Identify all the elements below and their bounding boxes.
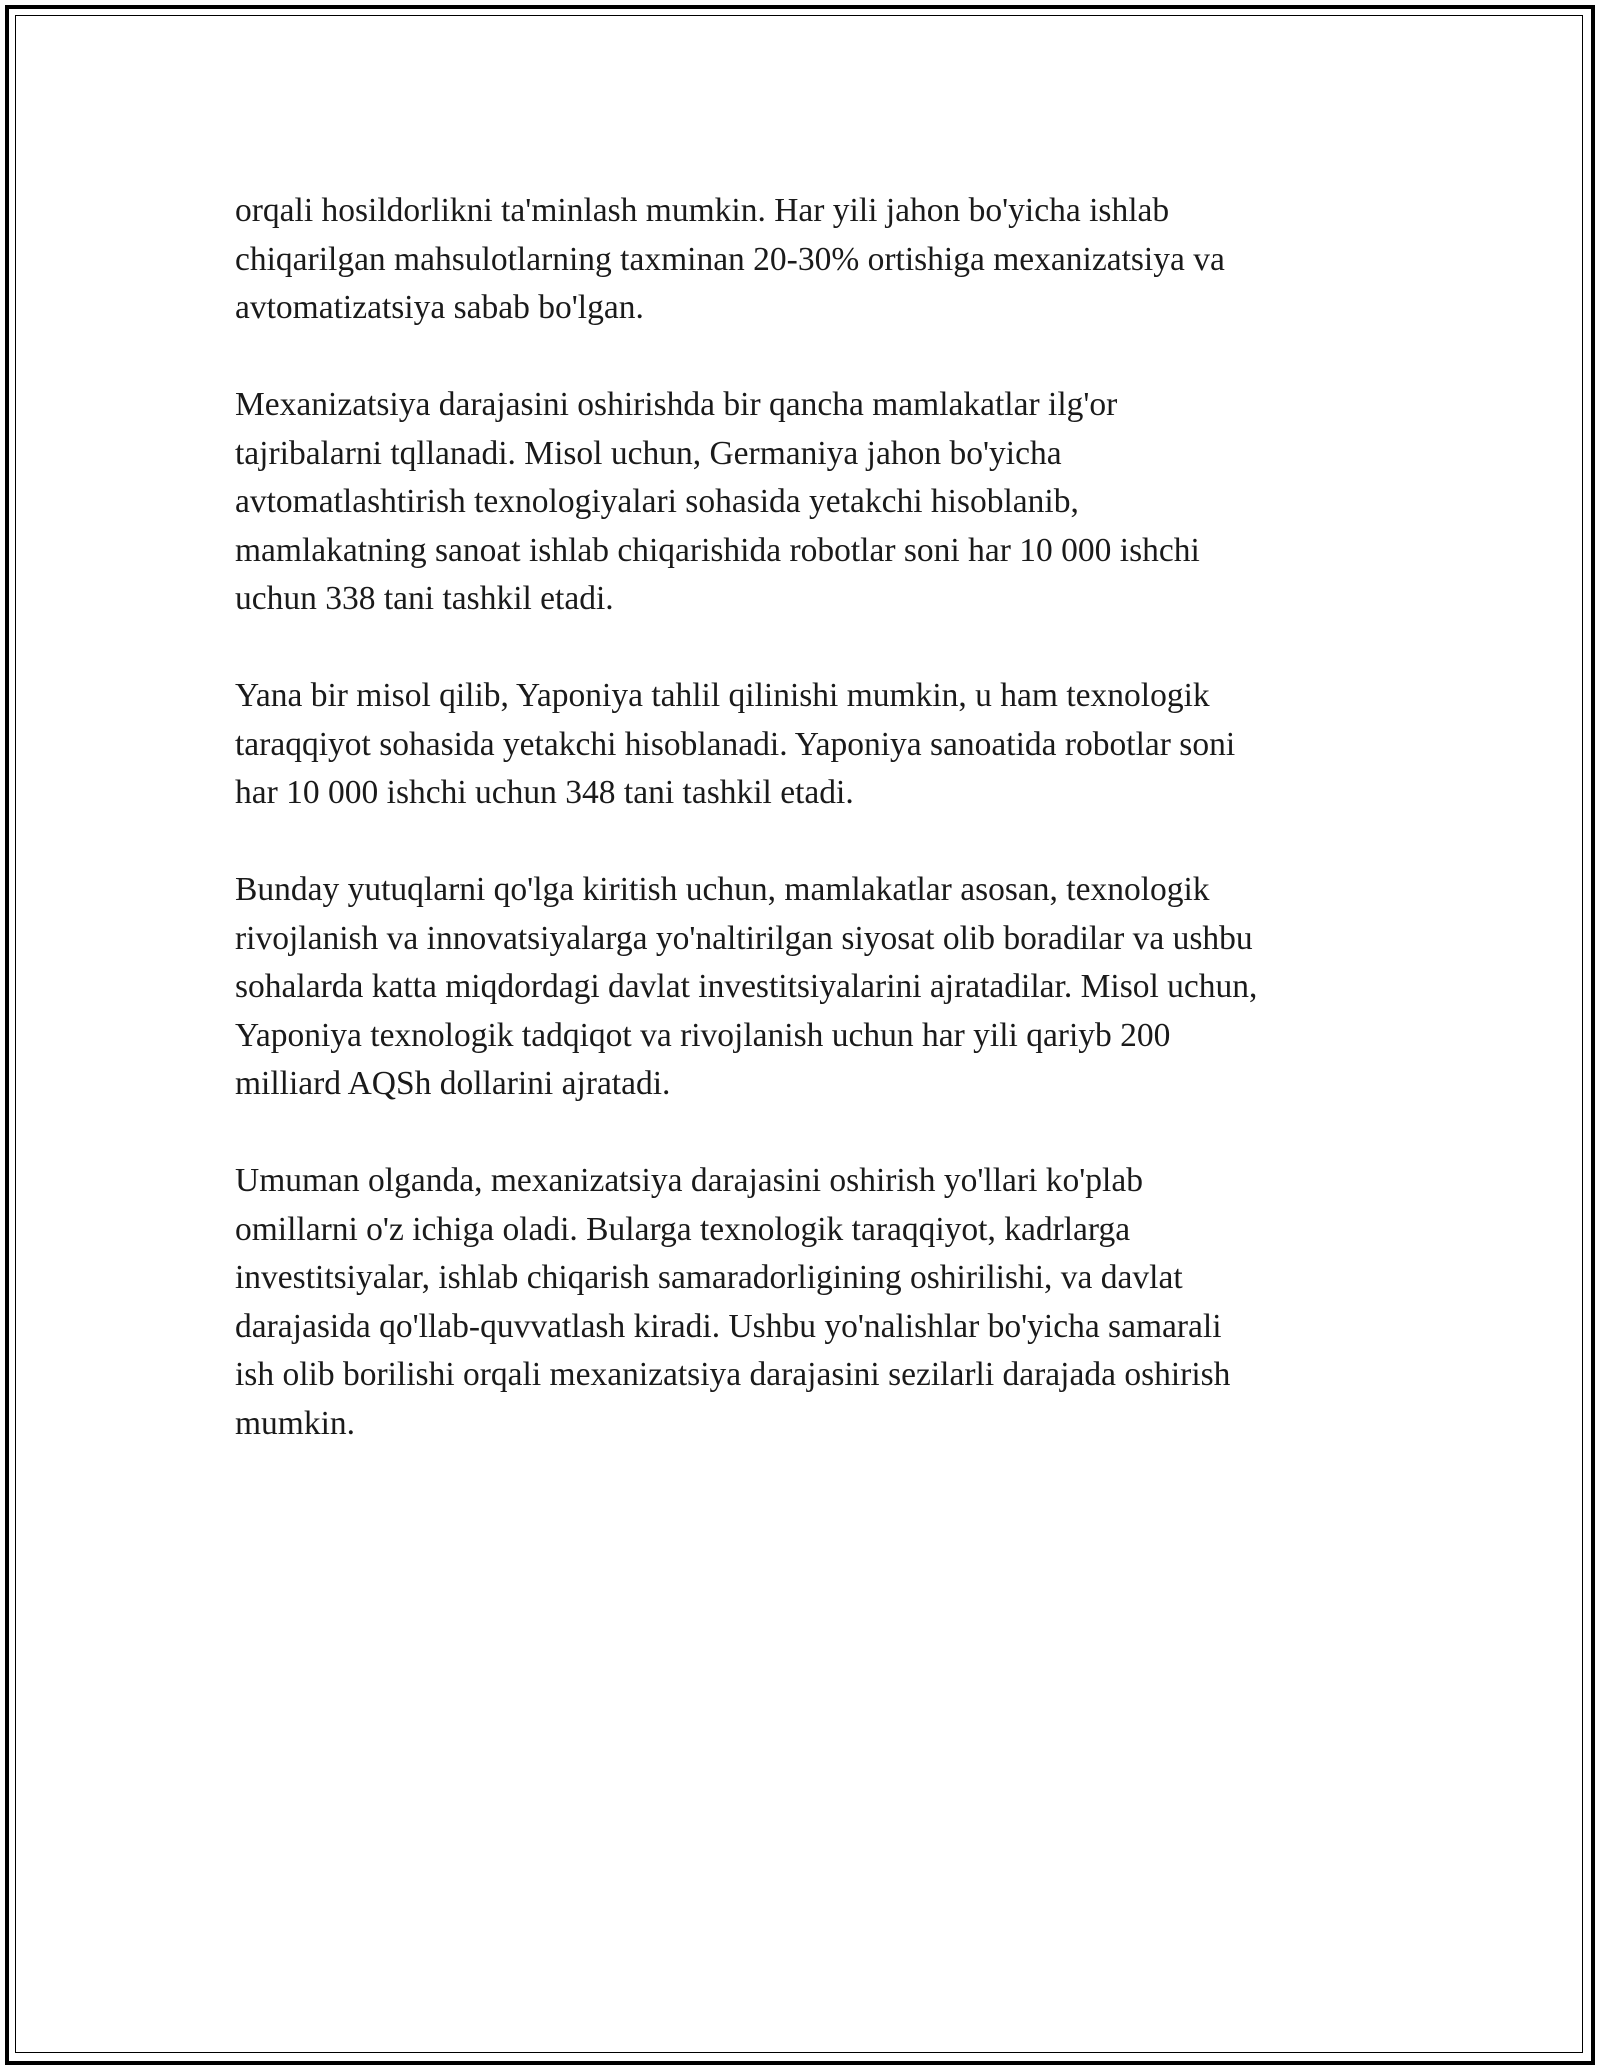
text-line: avtomatlashtirish texnologiyalari sohasida yetakchi hisoblanib,: [235, 483, 1079, 520]
paragraph-3: [235, 672, 1370, 818]
text-line: Bunday yutuqlarni qo'lga kiritish uchun, mamlakatlar asosan, texnologik: [235, 871, 1210, 908]
text-line: mamlakatning sanoat ishlab chiqarishida robotlar soni har 10 000 ishchi: [235, 531, 1200, 569]
text-line: investitsiyalar, ishlab chiqarish samaradorligining oshirilishi, va davlat: [235, 1259, 1183, 1296]
text-line: mumkin.: [235, 1404, 356, 1442]
text-line: chiqarilgan mahsulotlarning taxminan 20-30% ortishiga mexanizatsiya va: [235, 240, 1225, 278]
text-line: tajribalarni tqllanadi. Misol uchun, Germaniya jahon bo'yicha: [235, 434, 1062, 472]
text-line: sohalarda katta miqdordagi davlat investitsiyalarini ajratadilar. Misol uchun,: [235, 968, 1258, 1005]
text-line: Yaponiya texnologik tadqiqot va rivojlanish uchun har yili qariyb 200: [235, 1016, 1171, 1054]
text-line: darajasida qo'llab-quvvatlash kiradi. Ushbu yo'nalishlar bo'yicha samarali: [235, 1307, 1222, 1345]
text-line: ish olib borilishi orqali mexanizatsiya darajasini sezilarli darajada oshirish: [235, 1356, 1231, 1393]
text-line: Umuman olganda, mexanizatsiya darajasini oshirish yo'llari ko'plab: [235, 1162, 1143, 1199]
text-line: milliard AQSh dollarini ajratadi.: [235, 1065, 671, 1102]
paragraph-5: [235, 1157, 1370, 1448]
text-line: Mexanizatsiya darajasini oshirishda bir qancha mamlakatlar ilg'or: [235, 386, 1118, 423]
text-line: har 10 000 ishchi uchun 348 tani tashkil etadi.: [235, 774, 854, 811]
text-line: rivojlanish va innovatsiyalarga yo'naltirilgan siyosat olib boradilar va ushbu: [235, 919, 1253, 957]
paragraph-2: [235, 381, 1370, 624]
text-line: omillarni o'z ichiga oladi. Bularga texnologik taraqqiyot, kadrlarga: [235, 1210, 1131, 1248]
text-line: uchun 338 tani tashkil etadi.: [235, 580, 614, 617]
text-line: taraqqiyot sohasida yetakchi hisoblanadi. Yaponiya sanoatida robotlar soni: [235, 725, 1236, 763]
paragraph-4: [235, 866, 1370, 1109]
text-line: avtomatizatsiya sabab bo'lgan.: [235, 289, 644, 326]
document-body: [235, 187, 1370, 1497]
text-line: orqali hosildorlikni ta'minlash mumkin. Har yili jahon bo'yicha ishlab: [235, 192, 1170, 229]
paragraph-1: [235, 187, 1370, 333]
text-line: Yana bir misol qilib, Yaponiya tahlil qilinishi mumkin, u ham texnologik: [235, 677, 1210, 714]
